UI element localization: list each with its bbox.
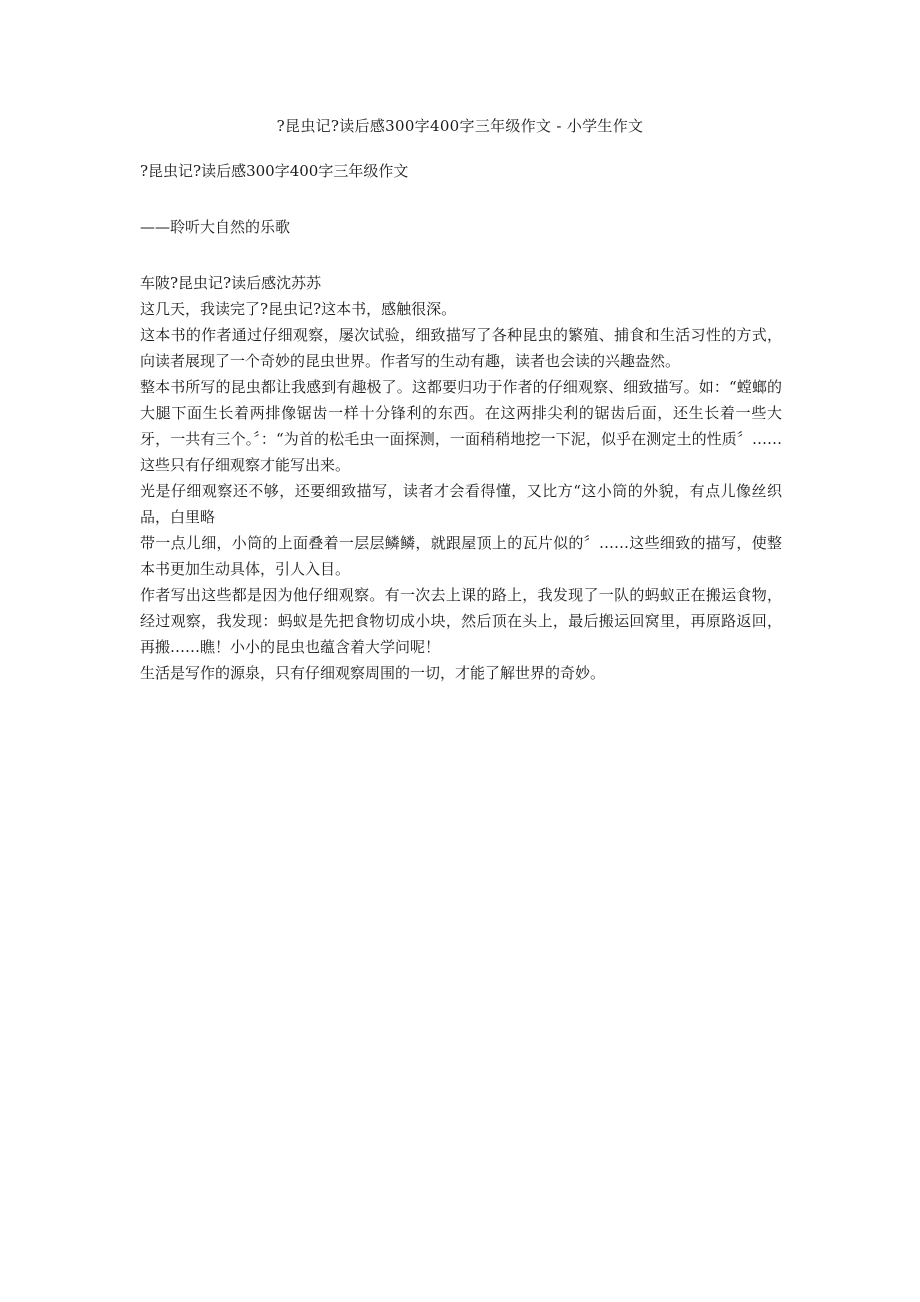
document-title: ?昆虫记?读后感300字400字三年级作文 - 小学生作文	[276, 117, 644, 135]
essay-title: ?昆虫记?读后感300字400字三年级作文	[140, 162, 409, 180]
paragraph: 带一点儿细，小筒的上面叠着一层层鳞鳞，就跟屋顶上的瓦片似的〞……这些细致的描写，使整本书更加生动具体，引人入目。	[140, 534, 782, 578]
author-line: 车陂?昆虫记?读后感沈苏苏	[140, 274, 322, 292]
paragraph: 生活是写作的源泉，只有仔细观察周围的一切，才能了解世界的奇妙。	[140, 664, 606, 682]
document-body	[140, 158, 782, 686]
paragraph: 光是仔细观察还不够，还要细致描写，读者才会看得懂，又比方“这小筒的外貌，有点儿像丝织品，白里略	[140, 482, 782, 526]
essay-motto: ——聆听大自然的乐歌	[140, 218, 291, 236]
paragraph: 这本书的作者通过仔细观察，屡次试验，细致描写了各种昆虫的繁殖、捕食和生活习性的方式，向读者展现了一个奇妙的昆虫世界。作者写的生动有趣，读者也会读的兴趣盎然。	[140, 326, 782, 370]
paragraph: 作者写出这些都是因为他仔细观察。有一次去上课的路上，我发现了一队的蚂蚁正在搬运食物，经过观察，我发现：蚂蚁是先把食物切成小块，然后顶在头上，最后搬运回窝里，再原路返回，再搬……瞧！小小的昆虫也蕴含着大学问呢！	[140, 586, 782, 656]
paragraph: 整本书所写的昆虫都让我感到有趣极了。这都要归功于作者的仔细观察、细致描写。如：“螳螂的大腿下面生长着两排像锯齿一样十分锋利的东西。在这两排尖利的锯齿后面，还生长着一些大牙，一共有三个。〞：“为首的松毛虫一面探测，一面稍稍地挖一下泥，似乎在测定土的性质〞……这些只有仔细观察才能写出来。	[140, 378, 782, 474]
paragraph: 这几天，我读完了?昆虫记?这本书，感触很深。	[140, 300, 457, 318]
